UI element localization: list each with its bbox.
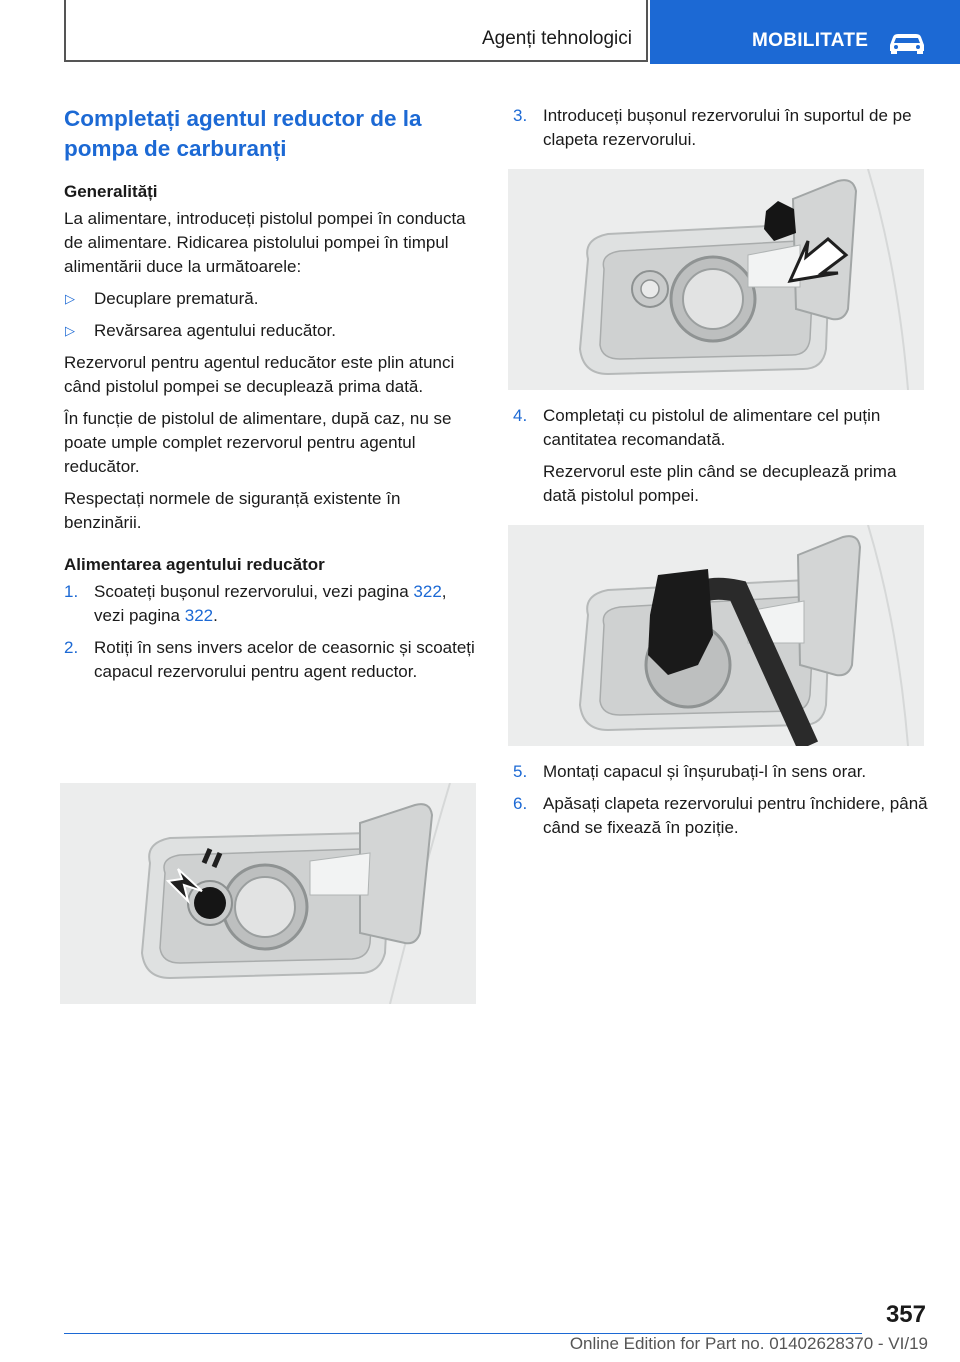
page-number: 357 <box>885 1301 926 1328</box>
right-column-steps <box>513 404 928 516</box>
list-item: ▷ Decuplare prematură. <box>64 287 479 311</box>
page-link[interactable]: 322 <box>413 582 442 601</box>
page-link[interactable]: 322 <box>184 606 214 625</box>
step-1: 1. Scoateți bușonul rezervorului, vezi pagina 322, vezi pagina 322. <box>64 582 447 625</box>
step-5: 5. Montați capacul și înșurubați-l în sens orar. <box>513 762 867 781</box>
header-section-box <box>64 0 648 62</box>
car-icon <box>886 29 928 55</box>
paragraph-full-tank: Rezervorul pentru agentul reducător este plin atunci când pistolul pompei se decuplează prima dată. <box>64 353 455 396</box>
figure-fill-nozzle <box>508 525 924 746</box>
figure-insert-cap <box>508 169 924 390</box>
page-heading: Completați agentul reductor de la pompa de carburanți <box>64 106 422 161</box>
general-title: Generalități <box>64 182 158 201</box>
step-4-note: Rezervorul este plin când se decuplează prima dată pistolul pompei. <box>543 462 897 505</box>
right-column <box>513 104 928 160</box>
list-item: ▷ Revărsarea agentului reducător. <box>64 319 479 343</box>
figure-remove-cap <box>60 783 476 1004</box>
mobility-tab[interactable] <box>650 0 960 64</box>
step-4: 4. Completați cu pistolul de alimentare cel puțin cantitatea recomandată. <box>513 406 881 449</box>
triangle-bullet-icon: ▷ <box>65 323 75 338</box>
paragraph-nozzle: În funcție de pistolul de alimentare, după caz, nu se poate umple complet rezervorul pentru agentul reducător. <box>64 409 452 476</box>
edition-text: Online Edition for Part no. 01402628370 - VI/19 <box>569 1334 928 1353</box>
step-2: 2. Rotiți în sens invers acelor de ceasornic și scoateți capacul rezervorului pentru agent reductor. <box>64 638 475 681</box>
step-6: 6. Apăsați clapeta rezervorului pentru închidere, până când se fixează în poziție. <box>513 794 928 837</box>
tab-label: MOBILITATE <box>752 30 869 51</box>
left-column <box>64 104 479 692</box>
section-title: Agenți tehnologici <box>482 28 632 49</box>
paragraph-safety: Respectați normele de siguranță existente în benzinării. <box>64 489 401 532</box>
right-column-final-steps <box>513 760 928 848</box>
triangle-bullet-icon: ▷ <box>65 291 75 306</box>
refuel-title: Alimentarea agentului reducător <box>64 555 325 574</box>
general-text: La alimentare, introduceți pistolul pompei în conducta de alimentare. Ridicarea pistolului pompei în timpul alimentării duce la următoarele: <box>64 209 466 276</box>
step-3: 3. Introduceți bușonul rezervorului în suportul de pe clapeta rezervorului. <box>513 106 912 149</box>
